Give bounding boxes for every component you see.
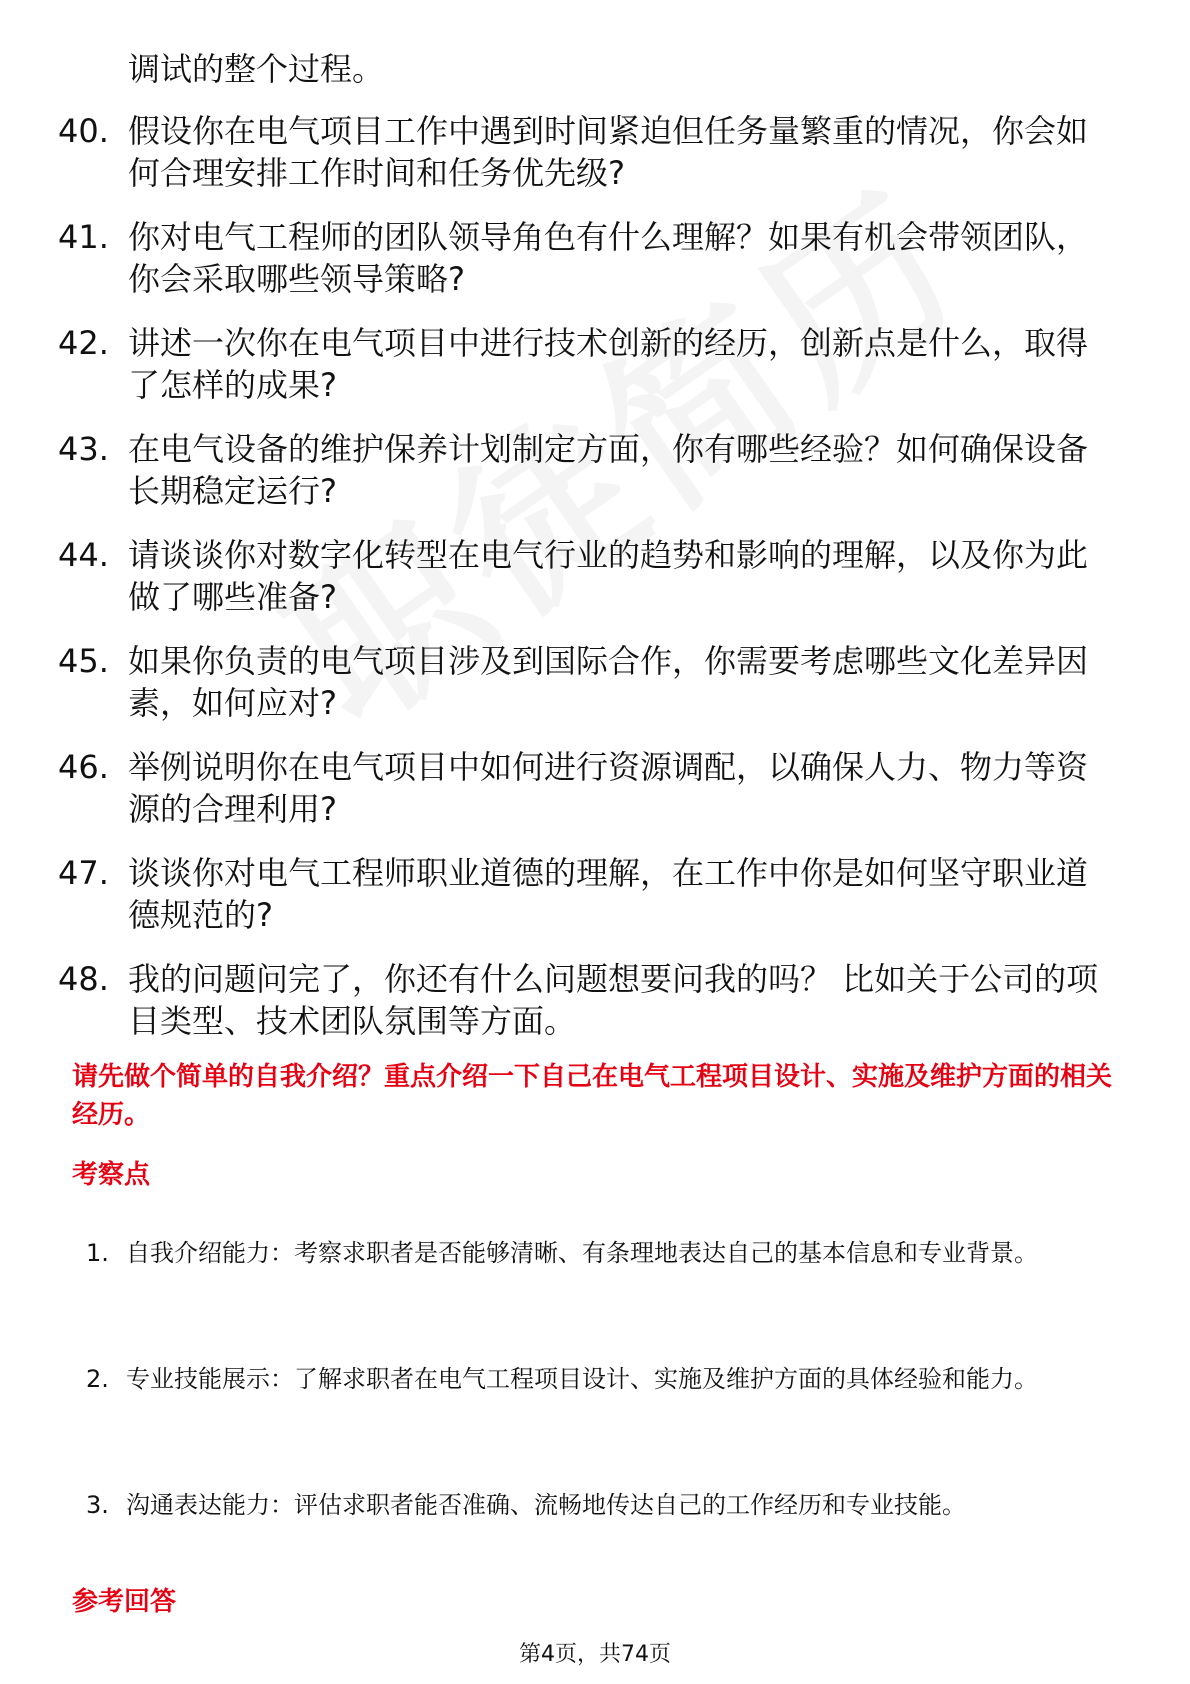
question-number: 45.: [58, 642, 109, 680]
question-text: 我的问题问完了，你还有什么问题想要问我的吗？ 比如关于公司的项目类型、技术团队氛围等方面。: [128, 960, 1099, 1040]
point-item: [0, 1351, 1190, 1477]
question-number: 43.: [58, 430, 109, 468]
points-list: [0, 1225, 1190, 1603]
question-number: 42.: [58, 324, 109, 362]
question-item: [0, 322, 1190, 428]
question-number: 44.: [58, 536, 109, 574]
point-text: 自我介绍能力：考察求职者是否能够清晰、有条理地表达自己的基本信息和专业背景。: [126, 1239, 1038, 1267]
point-number: 1.: [86, 1239, 109, 1267]
question-text: 举例说明你在电气项目中如何进行资源调配，以确保人力、物力等资源的合理利用?: [128, 748, 1089, 828]
question-text: 请谈谈你对数字化转型在电气行业的趋势和影响的理解，以及你为此做了哪些准备?: [128, 536, 1089, 616]
question-number: 46.: [58, 748, 109, 786]
page-footer: 第4页，共74页: [519, 1642, 671, 1667]
point-number: 2.: [86, 1365, 109, 1393]
question-number: 40.: [58, 112, 109, 150]
point-text: 沟通表达能力：评估求职者能否准确、流畅地传达自己的工作经历和专业技能。: [126, 1491, 966, 1519]
question-text: 讲述一次你在电气项目中进行技术创新的经历，创新点是什么，取得了怎样的成果?: [128, 324, 1089, 404]
point-text: 专业技能展示：了解求职者在电气工程项目设计、实施及维护方面的具体经验和能力。: [126, 1365, 1038, 1393]
point-item: [0, 1477, 1190, 1603]
question-number: 48.: [58, 960, 109, 998]
highlight-question: 请先做个简单的自我介绍？重点介绍一下自己在电气工程项目设计、实施及维护方面的相关经历。: [72, 1062, 1113, 1130]
question-item: [0, 428, 1190, 534]
section-title-answer: 参考回答: [72, 1587, 177, 1617]
question-text: 假设你在电气项目工作中遇到时间紧迫但任务量繁重的情况，你会如何合理安排工作时间和任务优先级?: [128, 112, 1089, 192]
question-item: [0, 110, 1190, 216]
question-item: [0, 746, 1190, 852]
question-item: [0, 640, 1190, 746]
question-text: 如果你负责的电气项目涉及到国际合作，你需要考虑哪些文化差异因素，如何应对?: [128, 642, 1089, 722]
question-list: [0, 110, 1190, 1064]
point-number: 3.: [86, 1491, 109, 1519]
question-number: 47.: [58, 854, 109, 892]
continuation-text: 调试的整个过程。: [128, 50, 385, 88]
question-item: [0, 958, 1190, 1064]
question-text: 在电气设备的维护保养计划制定方面，你有哪些经验？如何确保设备长期稳定运行?: [128, 430, 1089, 510]
question-item: [0, 216, 1190, 322]
question-number: 41.: [58, 218, 109, 256]
question-text: 谈谈你对电气工程师职业道德的理解，在工作中你是如何坚守职业道德规范的?: [128, 854, 1089, 934]
question-item: [0, 852, 1190, 958]
question-text: 你对电气工程师的团队领导角色有什么理解？如果有机会带领团队，你会采取哪些领导策略?: [128, 218, 1089, 298]
point-item: [0, 1225, 1190, 1351]
question-item: [0, 534, 1190, 640]
section-title-points: 考察点: [72, 1160, 151, 1190]
